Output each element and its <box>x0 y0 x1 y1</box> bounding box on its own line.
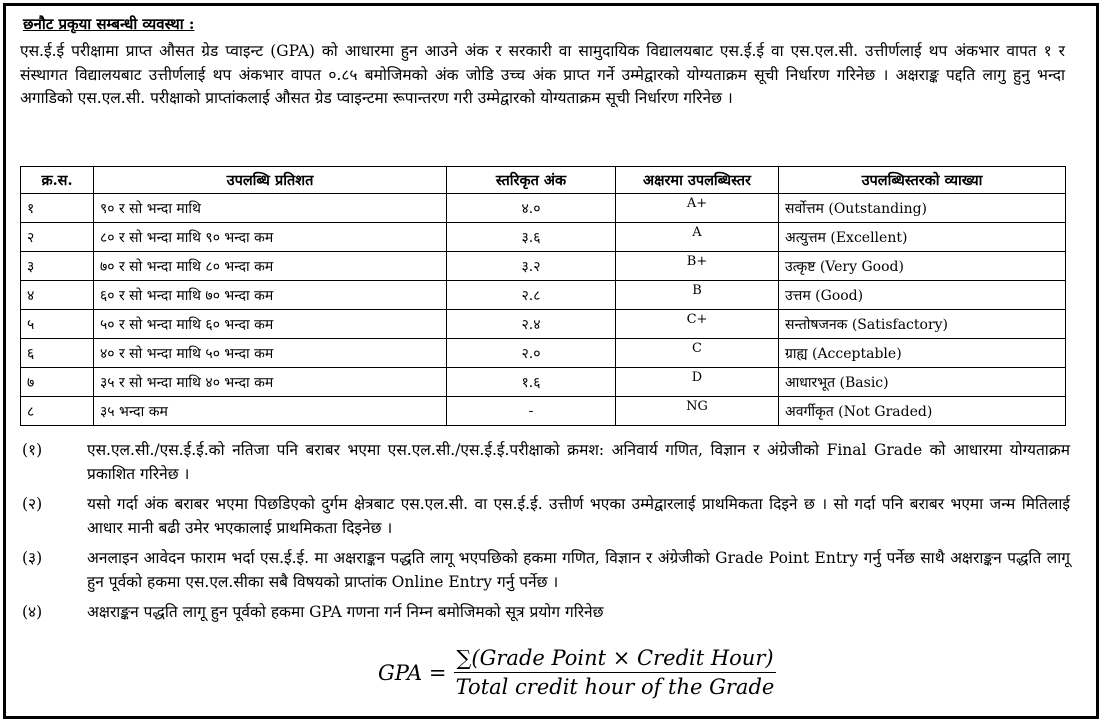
note-text: अक्षराङ्कन पद्धति लागू हुन पूर्वको हकमा GPA गणना गर्न निम्न बमोजिमको सूत्र प्रयोग गरिनेछ <box>87 603 604 621</box>
note-number: (४) <box>22 603 43 621</box>
cell-percentage: ८० र सो भन्दा माथि ९० भन्दा कम <box>94 223 447 252</box>
formula-fraction <box>454 646 775 699</box>
notes-list <box>20 438 1070 630</box>
section-heading: छनौट प्रकृया सम्बन्धी व्यवस्था : <box>20 14 197 34</box>
cell-grade-point: ४.० <box>447 194 616 223</box>
grade-table <box>20 166 1066 426</box>
table-row <box>21 281 1066 310</box>
formula-numerator: ∑(Grade Point × Credit Hour) <box>454 646 775 673</box>
cell-letter-grade: D <box>616 368 779 397</box>
cell-grade-point: २.८ <box>447 281 616 310</box>
cell-serial: ७ <box>21 368 94 397</box>
cell-description: अवर्गीकृत (Not Graded) <box>779 397 1066 426</box>
cell-serial: ८ <box>21 397 94 426</box>
cell-percentage: ६० र सो भन्दा माथि ७० भन्दा कम <box>94 281 447 310</box>
note-number: (१) <box>22 441 43 459</box>
cell-percentage: ३५ भन्दा कम <box>94 397 447 426</box>
note-number: (३) <box>22 549 43 567</box>
note-item <box>20 492 1070 540</box>
cell-description: उत्तम (Good) <box>779 281 1066 310</box>
cell-percentage: ५० र सो भन्दा माथि ६० भन्दा कम <box>94 310 447 339</box>
note-text: अनलाइन आवेदन फाराम भर्दा एस.ई.ई. मा अक्षराङ्कन पद्धति लागू भएपछिको हकमा गणित, विज्ञान र अंग्रेजीको Grade Point Entry गर्नु पर्नेछ साथै अक्षराङ्कन पद्धति लागू हुन पूर्वको हकमा एस.एल.सीका सबै विषयको प्राप्तांक Online Entry गर्नु पर्नेछ । <box>87 549 1070 591</box>
table-row <box>21 223 1066 252</box>
cell-description: उत्कृष्ट (Very Good) <box>779 252 1066 281</box>
cell-description: सर्वोत्तम (Outstanding) <box>779 194 1066 223</box>
note-text: यसो गर्दा अंक बराबर भएमा पिछडिएको दुर्गम क्षेत्रबाट एस.एल.सी. वा एस.ई.ई. उत्तीर्ण भएका उम्मेद्वारलाई प्राथमिकता दिइने छ । सो गर्दा पनि बराबर भएमा जन्म मितिलाई आधार मानी बढी उमेर भएकालाई प्राथमिकता दिइनेछ । <box>87 495 1070 537</box>
cell-grade-point: ३.२ <box>447 252 616 281</box>
cell-letter-grade: B <box>616 281 779 310</box>
cell-grade-point: १.६ <box>447 368 616 397</box>
intro-paragraph: एस.ई.ई परीक्षामा प्राप्त औसत ग्रेड प्वाइन्ट (GPA) को आधारमा हुन आउने अंक र सरकारी वा सामुदायिक विद्यालयबाट एस.ई.ई वा एस.एल.सी. उत्तीर्णलाई थप अंकभार वापत १ र संस्थागत विद्यालयबाट उत्तीर्णलाई थप अंकभार वापत ०.८५ बमोजिमको अंक जोडि उच्च अंक प्राप्त गर्ने उम्मेद्वारको योग्यताक्रम सूची निर्धारण गरिनेछ । अक्षराङ्क पद्दति लागु हुनु भन्दा अगाडिको एस.एल.सी. परीक्षाको प्राप्तांकलाई औसत ग्रेड प्वाइन्टमा रूपान्तरण गरी उम्मेद्वारको योग्यताक्रम सूची निर्धारण गरिनेछ । <box>20 42 1065 107</box>
formula-denominator: Total credit hour of the Grade <box>455 675 775 699</box>
cell-serial: ४ <box>21 281 94 310</box>
cell-serial: ३ <box>21 252 94 281</box>
note-text: एस.एल.सी./एस.ई.ई.को नतिजा पनि बराबर भएमा एस.एल.सी./एस.ई.ई.परीक्षाको क्रमश: अनिवार्य गणित, विज्ञान र अंग्रेजीको Final Grade को आधारमा योग्यताक्रम प्रकाशित गरिनेछ । <box>87 441 1070 483</box>
table-row <box>21 339 1066 368</box>
header-percentage: उपलब्धि प्रतिशत <box>94 167 447 194</box>
cell-letter-grade: B+ <box>616 252 779 281</box>
table-header-row <box>21 167 1066 194</box>
cell-description: सन्तोषजनक (Satisfactory) <box>779 310 1066 339</box>
table-row <box>21 252 1066 281</box>
header-letter-grade: अक्षरमा उपलब्धिस्तर <box>616 167 779 194</box>
cell-grade-point: ३.६ <box>447 223 616 252</box>
cell-letter-grade: NG <box>616 397 779 426</box>
cell-letter-grade: A+ <box>616 194 779 223</box>
cell-serial: ५ <box>21 310 94 339</box>
cell-description: अत्युत्तम (Excellent) <box>779 223 1066 252</box>
header-serial: क्र.स. <box>21 167 94 194</box>
cell-description: ग्राह्य (Acceptable) <box>779 339 1066 368</box>
cell-percentage: ४० र सो भन्दा माथि ५० भन्दा कम <box>94 339 447 368</box>
note-item <box>20 546 1070 594</box>
cell-serial: १ <box>21 194 94 223</box>
header-description: उपलब्धिस्तरको व्याख्या <box>779 167 1066 194</box>
note-item <box>20 600 1070 624</box>
table-row <box>21 368 1066 397</box>
table-row <box>21 397 1066 426</box>
cell-grade-point: २.४ <box>447 310 616 339</box>
cell-percentage: ९० र सो भन्दा माथि <box>94 194 447 223</box>
cell-percentage: ३५ र सो भन्दा माथि ४० भन्दा कम <box>94 368 447 397</box>
cell-serial: २ <box>21 223 94 252</box>
note-item <box>20 438 1070 486</box>
table-row <box>21 310 1066 339</box>
cell-letter-grade: C <box>616 339 779 368</box>
formula-lhs: GPA = <box>378 660 447 685</box>
cell-letter-grade: C+ <box>616 310 779 339</box>
cell-grade-point: - <box>447 397 616 426</box>
table-row <box>21 194 1066 223</box>
cell-percentage: ७० र सो भन्दा माथि ८० भन्दा कम <box>94 252 447 281</box>
gpa-formula <box>378 646 776 699</box>
cell-grade-point: २.० <box>447 339 616 368</box>
header-grade-point: स्तरिकृत अंक <box>447 167 616 194</box>
cell-serial: ६ <box>21 339 94 368</box>
cell-description: आधारभूत (Basic) <box>779 368 1066 397</box>
cell-letter-grade: A <box>616 223 779 252</box>
note-number: (२) <box>22 495 43 513</box>
